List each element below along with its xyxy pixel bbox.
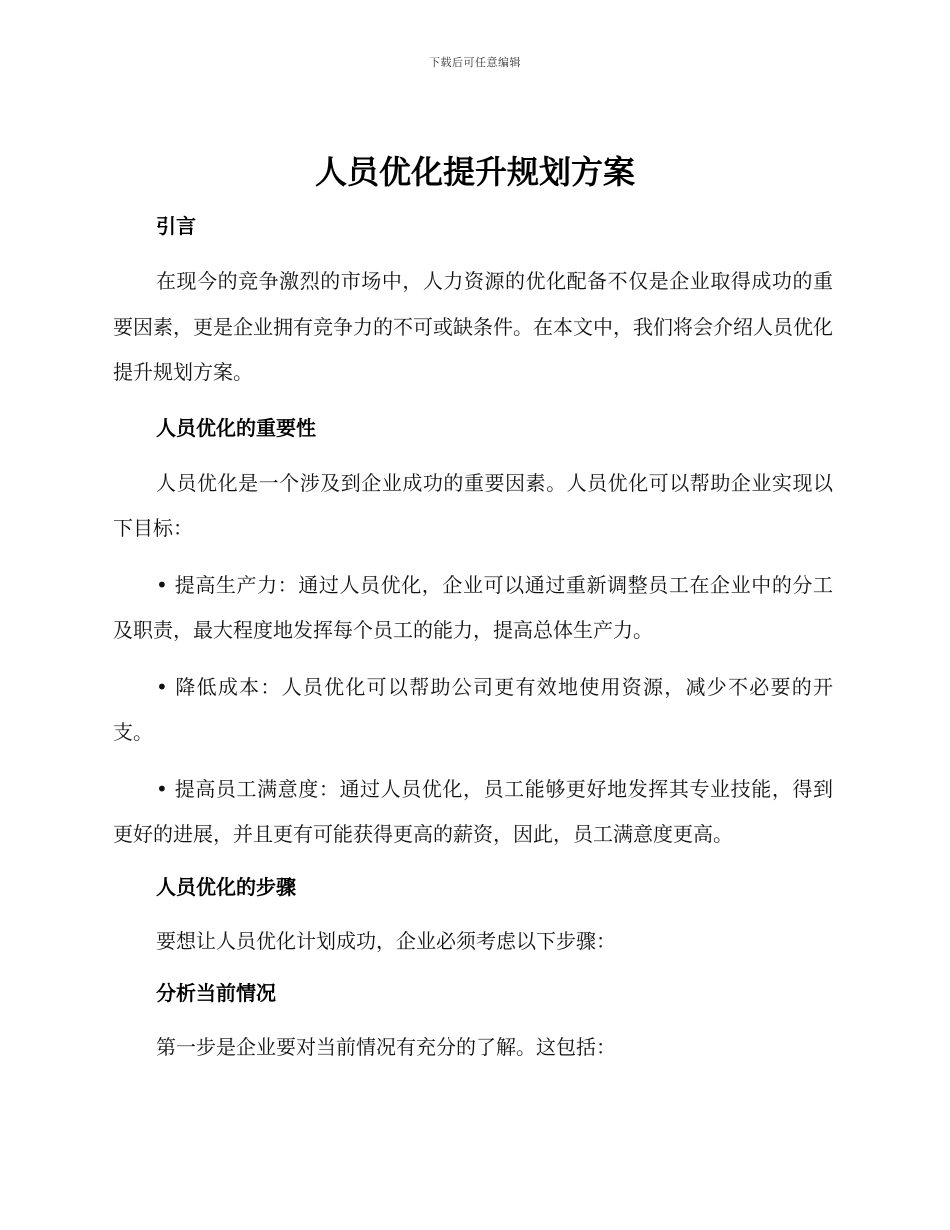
heading-steps: 人员优化的步骤	[156, 874, 296, 899]
heading-importance: 人员优化的重要性	[156, 415, 316, 440]
heading-intro: 引言	[156, 214, 196, 238]
paragraph-intro: 在现今的竞争激烈的市场中，人力资源的优化配备不仅是企业取得成功的重要因素，更是企业拥有竞争力的不可或缺条件。在本文中，我们将会介绍人员优化提升规划方案。	[113, 269, 833, 384]
document-body	[113, 200, 833, 1071]
bullet-cost: • 降低成本：人员优化可以帮助公司更有效地使用资源，减少不必要的开支。	[113, 674, 833, 744]
bullet-satisfaction: • 提高员工满意度：通过人员优化，员工能够更好地发挥其专业技能，得到更好的进展，并且更有可能获得更高的薪资，因此，员工满意度更高。	[113, 776, 833, 846]
paragraph-importance: 人员优化是一个涉及到企业成功的重要因素。人员优化可以帮助企业实现以下目标：	[113, 470, 833, 540]
document-title: 人员优化提升规划方案	[314, 153, 635, 191]
header-note: 下载后可任意编辑	[429, 56, 521, 69]
bullet-productivity: • 提高生产力：通过人员优化，企业可以通过重新调整员工在企业中的分工及职责，最大程度地发挥每个员工的能力，提高总体生产力。	[113, 572, 833, 642]
heading-analysis: 分析当前情况	[156, 981, 276, 1005]
paragraph-analysis: 第一步是企业要对当前情况有充分的了解。这包括：	[156, 1035, 616, 1059]
paragraph-steps: 要想让人员优化计划成功，企业必须考虑以下步骤：	[156, 928, 616, 953]
